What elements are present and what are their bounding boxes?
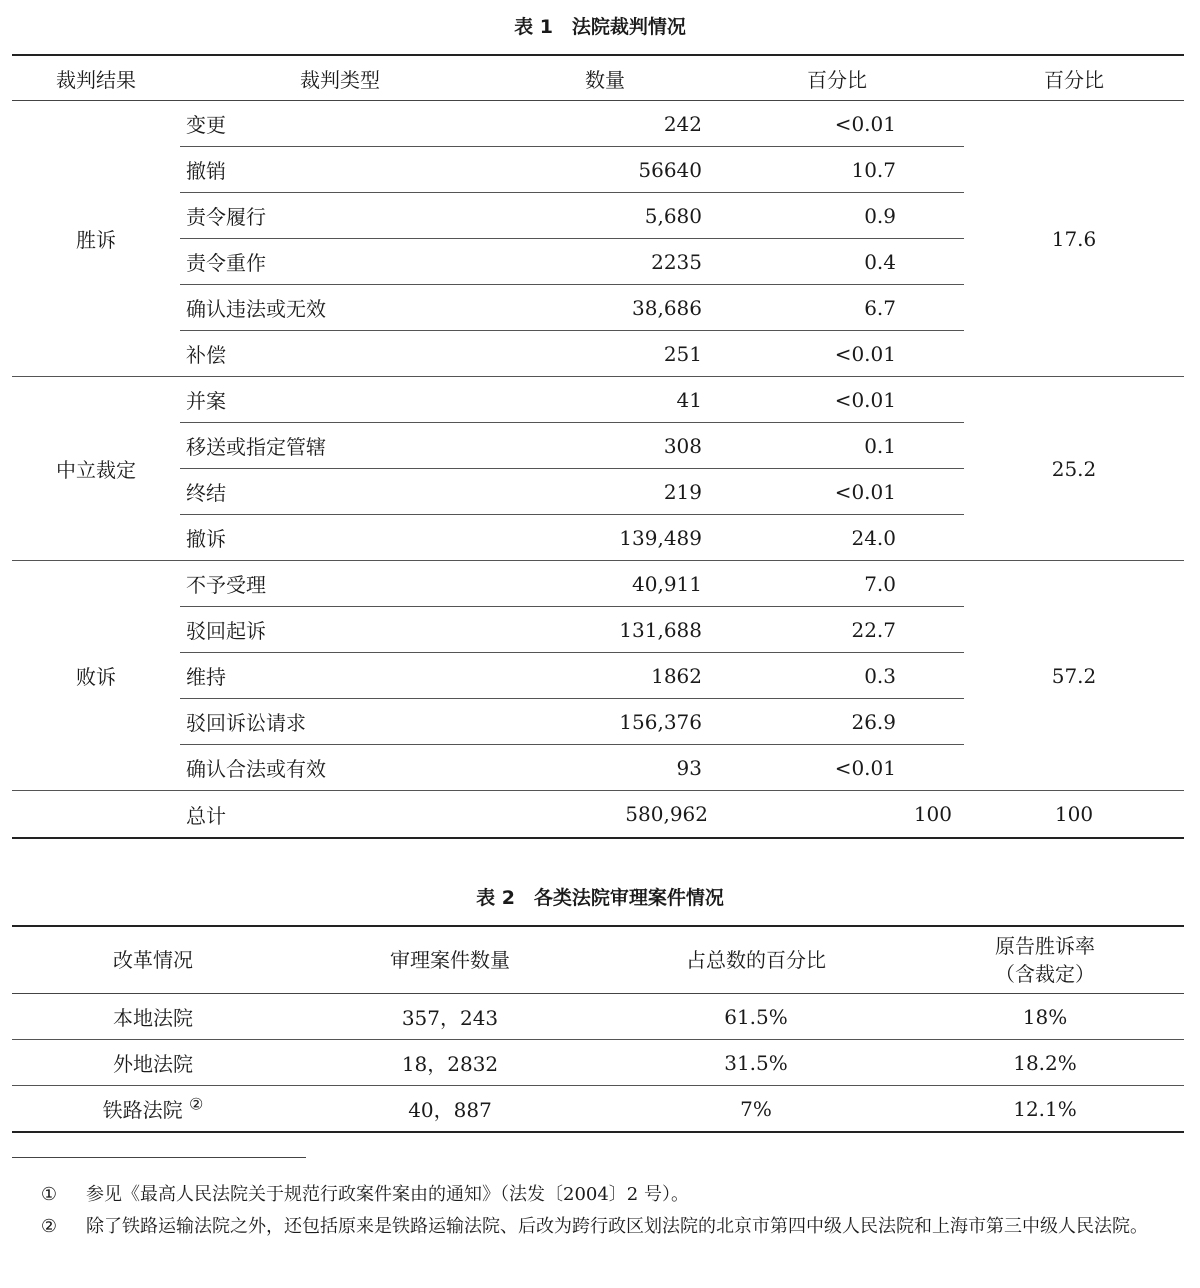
count-cell: 308 xyxy=(500,423,710,469)
percent-cell: <0.01 xyxy=(710,377,964,423)
win-rate-cell: 18.2% xyxy=(906,1040,1184,1086)
court-name-text: 铁路法院 xyxy=(102,1098,183,1122)
footnote-mark: ① xyxy=(40,1184,58,1205)
type-cell: 并案 xyxy=(180,377,500,423)
type-cell: 责令履行 xyxy=(180,193,500,239)
percent-cell: 0.3 xyxy=(710,653,964,699)
count-cell: 1862 xyxy=(500,653,710,699)
type-cell: 补偿 xyxy=(180,331,500,377)
type-cell: 维持 xyxy=(180,653,500,699)
result-cell: 败诉 xyxy=(12,561,180,791)
percent-cell: <0.01 xyxy=(834,755,896,780)
count-cell: 41 xyxy=(500,377,710,423)
percent-cell: 0.4 xyxy=(710,239,964,285)
table1-header-row xyxy=(12,55,1184,101)
share-cell: 31.5% xyxy=(606,1040,906,1086)
share-cell: 61.5% xyxy=(606,994,906,1040)
count-cell: 38,686 xyxy=(500,285,710,331)
count-cell: 219 xyxy=(500,469,710,515)
type-cell: 确认违法或无效 xyxy=(180,285,500,331)
type-cell: 驳回起诉 xyxy=(180,607,500,653)
footnote-1 xyxy=(12,1180,1184,1210)
header-result: 裁判结果 xyxy=(12,55,180,101)
header-reform: 改革情况 xyxy=(12,926,294,994)
table-row xyxy=(12,1040,1184,1086)
type-cell: 确认合法或有效 xyxy=(186,757,326,781)
header-case-count: 审理案件数量 xyxy=(294,926,606,994)
count-cell: 2235 xyxy=(500,239,710,285)
percent-cell: <0.01 xyxy=(710,331,964,377)
percent-cell: 0.1 xyxy=(710,423,964,469)
percent-cell: 0.9 xyxy=(710,193,964,239)
footnote-ref: ② xyxy=(189,1094,204,1114)
win-rate-cell: 18% xyxy=(906,994,1184,1040)
header-group-percent: 百分比 xyxy=(964,55,1184,101)
percent-cell: 26.9 xyxy=(710,699,964,745)
type-cell: 不予受理 xyxy=(180,561,500,607)
count-cell: 139,489 xyxy=(500,515,710,561)
type-cell: 驳回诉讼请求 xyxy=(180,699,500,745)
group-percent-cell: 17.6 xyxy=(964,101,1184,377)
count-cell: 242 xyxy=(500,101,710,147)
case-count-cell: 18，2832 xyxy=(294,1040,606,1086)
footnote-divider xyxy=(12,1157,306,1158)
court-cases-table xyxy=(12,925,1184,1133)
table-row xyxy=(12,101,1184,147)
count-cell: 40,911 xyxy=(500,561,710,607)
type-cell: 终结 xyxy=(180,469,500,515)
group-percent-cell: 57.2 xyxy=(964,561,1184,791)
table1-caption: 表 1 法院裁判情况 xyxy=(514,16,686,38)
table-row xyxy=(12,994,1184,1040)
total-count: 580,962 xyxy=(500,791,710,839)
table-row xyxy=(12,1086,1184,1133)
header-win-rate-line1: 原告胜诉率 xyxy=(995,934,1095,958)
table-row xyxy=(12,561,1184,607)
group-percent-cell: 25.2 xyxy=(964,377,1184,561)
total-label: 总计 xyxy=(180,791,500,839)
case-count-cell: 357，243 xyxy=(294,994,606,1040)
percent-cell: 22.7 xyxy=(710,607,964,653)
judgment-table xyxy=(12,54,1184,839)
percent-cell: <0.01 xyxy=(710,469,964,515)
court-name-cell: 本地法院 xyxy=(12,994,294,1040)
total-percent: 100 xyxy=(710,791,964,839)
type-cell: 变更 xyxy=(180,101,500,147)
count-cell: 56640 xyxy=(500,147,710,193)
win-rate-cell: 12.1% xyxy=(1013,1096,1077,1121)
total-row xyxy=(12,791,1184,839)
share-cell: 7% xyxy=(740,1096,772,1121)
percent-cell: <0.01 xyxy=(710,101,964,147)
result-cell: 中立裁定 xyxy=(12,377,180,561)
footnote-text: 除了铁路运输法院之外，还包括原来是铁路运输法院、后改为跨行政区划法院的北京市第四中级人民法院和上海市第三中级人民法院。 xyxy=(86,1216,1148,1237)
table2-header-row xyxy=(12,926,1184,994)
header-win-rate-line2: （含裁定） xyxy=(995,962,1095,986)
header-win-rate xyxy=(906,926,1184,994)
percent-cell: 10.7 xyxy=(710,147,964,193)
court-name-cell: 外地法院 xyxy=(12,1040,294,1086)
type-cell: 移送或指定管辖 xyxy=(180,423,500,469)
count-cell: 5,680 xyxy=(500,193,710,239)
type-cell: 撤销 xyxy=(180,147,500,193)
header-type: 裁判类型 xyxy=(180,55,500,101)
case-count-cell: 40，887 xyxy=(408,1098,492,1122)
result-cell: 胜诉 xyxy=(12,101,180,377)
header-share: 占总数的百分比 xyxy=(606,926,906,994)
type-cell: 撤诉 xyxy=(180,515,500,561)
footnote-text: 参见《最高人民法院关于规范行政案件案由的通知》（法发〔2004〕2 号）。 xyxy=(86,1184,689,1205)
type-cell: 责令重作 xyxy=(180,239,500,285)
count-cell: 131,688 xyxy=(500,607,710,653)
count-cell: 251 xyxy=(500,331,710,377)
percent-cell: 6.7 xyxy=(710,285,964,331)
footnote-2 xyxy=(12,1212,1184,1242)
court-name-cell xyxy=(12,1086,294,1133)
count-cell: 156,376 xyxy=(500,699,710,745)
table-row xyxy=(12,377,1184,423)
footnote-mark: ② xyxy=(40,1216,58,1237)
count-cell: 93 xyxy=(676,755,702,780)
percent-cell: 24.0 xyxy=(710,515,964,561)
header-percent: 百分比 xyxy=(710,55,964,101)
table2-caption: 表 2 各类法院审理案件情况 xyxy=(476,887,724,909)
percent-cell: 7.0 xyxy=(710,561,964,607)
total-group-percent: 100 xyxy=(964,791,1184,839)
total-empty-cell xyxy=(12,791,180,839)
header-count: 数量 xyxy=(500,55,710,101)
